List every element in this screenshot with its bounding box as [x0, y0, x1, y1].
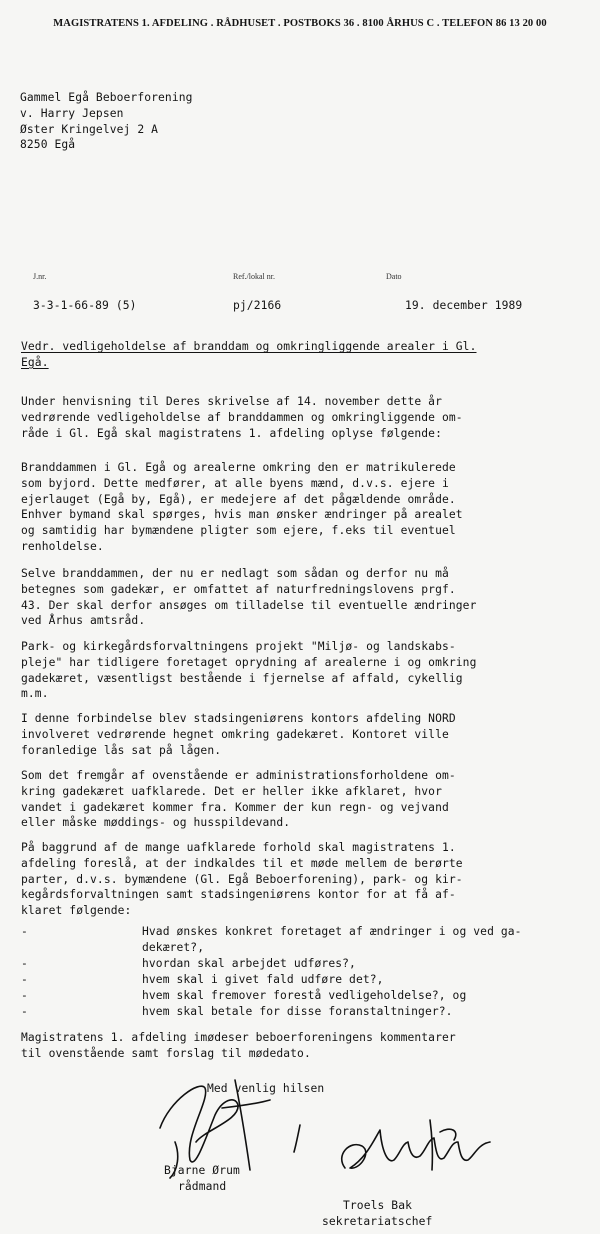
- paragraph-4: [21, 639, 477, 702]
- bullet-text: [142, 924, 522, 956]
- left-signatory: [164, 1163, 240, 1195]
- paragraph-7: [21, 840, 463, 919]
- text-line: involveret vedrørende hegnet omkring gadekæret. Kontoret ville: [21, 727, 449, 741]
- recipient-line: v. Harry Jepsen: [20, 106, 124, 120]
- text-line: gadekæret, væsentligst bestående i fjernelse af affald, cykellig: [21, 671, 463, 685]
- subject-line: Egå.: [21, 355, 49, 369]
- paragraph-3: [21, 566, 477, 629]
- paragraph-1: [21, 394, 463, 441]
- paragraph-5: [21, 711, 456, 758]
- bullet-dash: -: [21, 973, 28, 986]
- bullet-dash: -: [21, 925, 28, 938]
- subject: [21, 339, 477, 371]
- text-line: parter, d.v.s. bymændene (Gl. Egå Beboerforening), park- og kir-: [21, 872, 463, 886]
- left-signatory-name: Bjarne Ørum: [164, 1164, 240, 1177]
- recipient-line: Gammel Egå Beboerforening: [20, 91, 193, 104]
- text-line: dekæret?,: [142, 940, 205, 954]
- letterhead: MAGISTRATENS 1. AFDELING . RÅDHUSET . POSTBOKS 36 . 8100 ÅRHUS C . TELEFON 86 13 20 00: [53, 18, 547, 29]
- bullet-dash: -: [21, 1005, 28, 1018]
- text-line: og samtidig har bymændene pligter som ejere, f.eks til eventuel: [21, 524, 456, 538]
- text-line: kegårdsforvaltningen samt stadsingeniørens kontor for at få af-: [21, 888, 456, 902]
- text-line: Selve branddammen, der nu er nedlagt som sådan og derfor nu må: [21, 567, 449, 580]
- subject-line: Vedr. vedligeholdelse af branddam og omkringliggende arealer i Gl.: [21, 340, 477, 353]
- bullet-text: hvem skal betale for disse foranstaltninger?.: [142, 1005, 453, 1018]
- ref-value: pj/2166: [233, 299, 282, 312]
- paragraph-2: [21, 460, 463, 555]
- text-line: til ovenstående samt forslag til mødedato.: [21, 1046, 311, 1060]
- right-signatory-title: sekretariatschef: [322, 1214, 433, 1228]
- bullet-text: hvem skal fremover forestå vedligeholdelse?, og: [142, 989, 467, 1002]
- jnr-label: J.nr.: [33, 272, 47, 281]
- text-line: vandet i gadekæret kommer fra. Kommer der kun regn- og vejvand: [21, 800, 449, 814]
- text-line: renholdelse.: [21, 539, 104, 553]
- text-line: I denne forbindelse blev stadsingeniørens kontors afdeling NORD: [21, 712, 456, 725]
- text-line: som byjord. Dette medfører, at alle byens mænd, d.v.s. ejere i: [21, 476, 449, 490]
- text-line: kring gadekæret uafklarede. Det er heller ikke afklaret, hvor: [21, 784, 442, 798]
- recipient-line: 8250 Egå: [20, 138, 76, 152]
- date-label: Dato: [386, 272, 402, 281]
- text-line: Som det fremgår af ovenstående er administrationsforholdene om-: [21, 769, 456, 782]
- text-line: Hvad ønskes konkret foretaget af ændringer i og ved ga-: [142, 925, 522, 938]
- text-line: 43. Der skal derfor ansøges om tilladelse til eventuelle ændringer: [21, 598, 477, 612]
- text-line: ejerlauget (Egå by, Egå), er medejere af det pågældende område.: [21, 492, 456, 506]
- text-line: betegnes som gadekær, er omfattet af naturfredningslovens prgf.: [21, 582, 456, 596]
- text-line: På baggrund af de mange uafklarede forhold skal magistratens 1.: [21, 841, 456, 854]
- right-signatory-name: Troels Bak: [343, 1199, 413, 1212]
- text-line: Park- og kirkegårdsforvaltningens projekt "Miljø- og landskabs-: [21, 640, 456, 653]
- text-line: ved Århus amtsråd.: [21, 614, 146, 628]
- signatures-graphic: [0, 1060, 600, 1234]
- left-signatory-title: rådmand: [178, 1179, 227, 1193]
- text-line: Enhver bymand skal spørges, hvis man ønsker ændringer på arealet: [21, 508, 463, 522]
- text-line: m.m.: [21, 687, 49, 701]
- closing: Med venlig hilsen: [207, 1082, 325, 1095]
- text-line: råde i Gl. Egå skal magistratens 1. afdeling oplyse følgende:: [21, 426, 442, 440]
- text-line: vedrørende vedligeholdelse af branddammen og omkringliggende om-: [21, 410, 463, 424]
- text-line: Under henvisning til Deres skrivelse af 14. november dette år: [21, 395, 442, 408]
- paragraph-6: [21, 768, 456, 831]
- text-line: foranledige lås sat på lågen.: [21, 743, 222, 757]
- bullet-text: hvordan skal arbejdet udføres?,: [142, 957, 356, 970]
- right-signature-graphic: [342, 1120, 490, 1170]
- recipient-line: Øster Kringelvej 2 A: [20, 122, 159, 136]
- text-line: afdeling foreslå, at der indkaldes til et møde mellem de berørte: [21, 856, 463, 870]
- ref-label: Ref./lokal nr.: [233, 272, 275, 281]
- text-line: klaret følgende:: [21, 904, 132, 918]
- bullet-text: hvem skal i givet fald udføre det?,: [142, 973, 384, 986]
- text-line: eller måske møddings- og husspildevand.: [21, 816, 291, 830]
- text-line: pleje" har tidligere foretaget oprydning af arealerne i og omkring: [21, 655, 477, 669]
- text-line: Branddammen i Gl. Egå og arealerne omkring den er matrikulerede: [21, 461, 456, 474]
- bullet-dash: -: [21, 957, 28, 970]
- date-value: 19. december 1989: [405, 299, 523, 312]
- right-signatory: [315, 1198, 432, 1230]
- paragraph-8: [21, 1030, 456, 1062]
- jnr-value: 3-3-1-66-89 (5): [33, 299, 137, 312]
- bullet-dash: -: [21, 989, 28, 1002]
- text-line: Magistratens 1. afdeling imødeser beboerforeningens kommentarer: [21, 1031, 456, 1044]
- recipient-address: [20, 90, 193, 153]
